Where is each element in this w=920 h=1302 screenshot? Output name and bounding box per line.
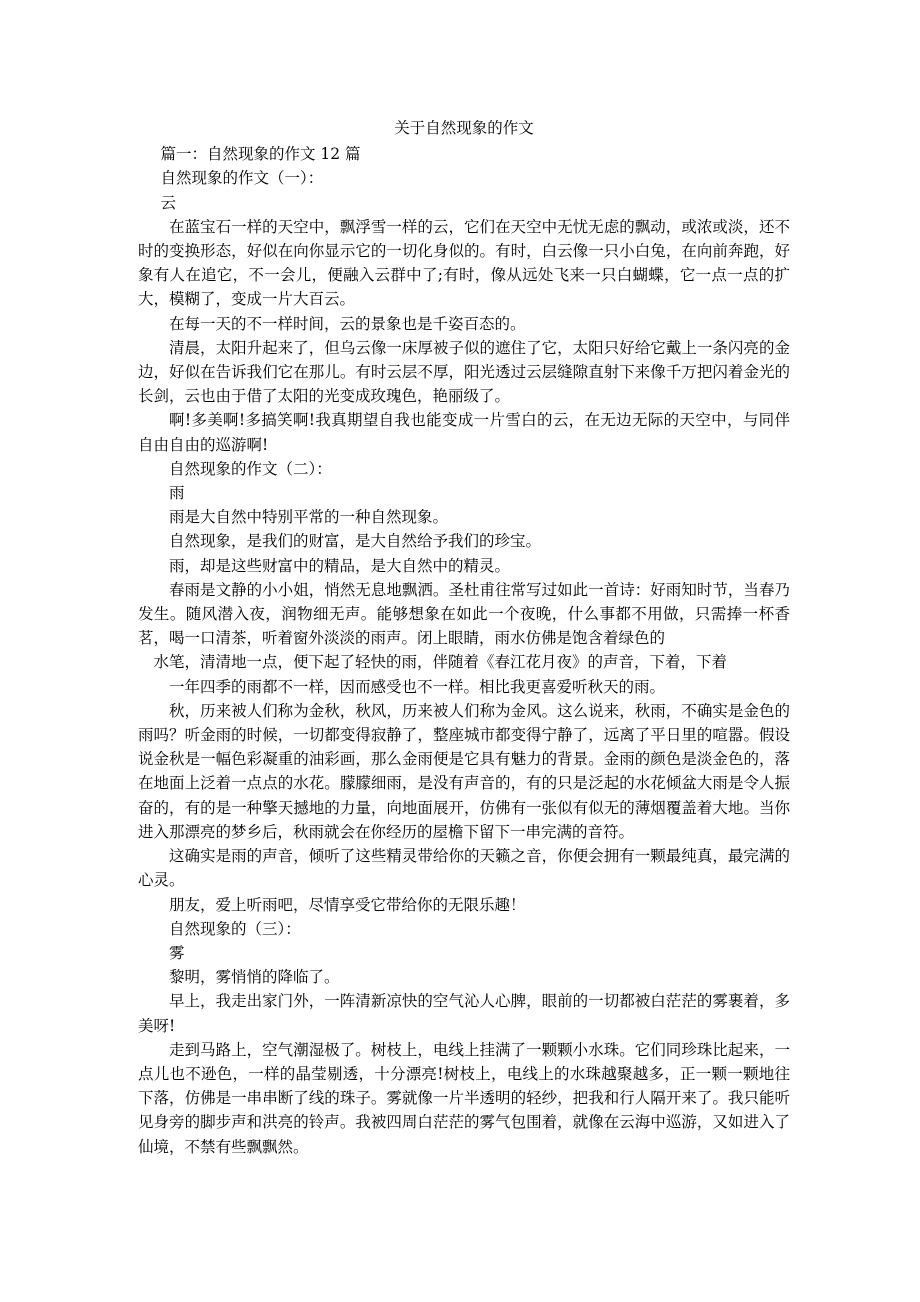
essay-heading-3: 自然现象的（三）： bbox=[169, 919, 301, 938]
essay-heading-2: 自然现象的作文（二）： bbox=[169, 459, 332, 478]
paragraph: 走到马路上，空气潮湿极了。树枝上，电线上挂满了一颗颗小水珠。它们同珍珠比起来，一点儿也不逊色，一样的晶莹剔透，十分漂亮!树枝上，电线上的水珠越聚越多，正一颗一颗地往下落，仿佛是一串串断了线的珠子。雾就像一片半透明的轻纱，把我和行人隔开来了。我只能听见身旁的脚步声和洪亮的铃声。我被四周白茫茫的雾气包围着，就像在云海中巡游，又如进入了仙境，不禁有些飘飘然。 bbox=[138, 1040, 790, 1156]
paragraph: 朋友，爱上听雨吧，尽情享受它带给你的无限乐趣！ bbox=[169, 895, 526, 914]
paragraph: 这确实是雨的声音，倾听了这些精灵带给你的天籁之音，你便会拥有一颗最纯真，最完满的心灵。 bbox=[138, 847, 790, 890]
paragraph: 清晨，太阳升起来了，但乌云像一床厚被子似的遮住了它，太阳只好给它戴上一条闪亮的金边，好似在告诉我们它在那儿。有时云层不厚，阳光透过云层缝隙直射下来像千万把闪着金光的长剑，云也由于借了太阳的光变成玫瑰色，艳丽级了。 bbox=[138, 338, 790, 406]
section-heading-1: 篇一：自然现象的作文 12 篇 bbox=[160, 145, 361, 164]
document-title: 关于自然现象的作文 bbox=[394, 119, 534, 137]
paragraph: 一年四季的雨都不一样，因而感受也不一样。相比我更喜爱听秋天的雨。 bbox=[169, 677, 666, 696]
paragraph: 黎明，雾悄悄的降临了。 bbox=[169, 968, 340, 987]
essay-heading-1: 自然现象的作文（一）： bbox=[160, 169, 324, 188]
paragraph: 雨，却是这些财富中的精品，是大自然中的精灵。 bbox=[169, 556, 511, 575]
paragraph: 秋，历来被人们称为金秋，秋风，历来被人们称为金风。这么说来，秋雨，不确实是金色的雨吗？听金雨的时候，一切都变得寂静了，整座城市都变得宁静了，远离了平日里的喧嚣。假设说金秋是一幅色彩凝重的油彩画，那么金雨便是它具有魅力的背景。金雨的颜色是淡金色的，落在地面上泛着一点点的水花。朦朦细雨，是没有声音的，有的只是泛起的水花倾盆大雨是令人振奋的，有的是一种擎天撼地的力量，向地面展开，仿佛有一张似有似无的薄烟覆盖着大地。当你进入那漂亮的梦乡后，秋雨就会在你经历的屋檐下留下一串完满的音符。 bbox=[138, 701, 790, 841]
document-body bbox=[138, 116, 790, 1159]
paragraph: 春雨是文静的小小姐，悄然无息地飘洒。圣杜甫往常写过如此一首诗：好雨知时节，当春乃发生。随风潜入夜，润物细无声。能够想象在如此一个夜晚，什么事都不用做，只需捧一杯香茗，喝一口清茶，听着窗外淡淡的雨声。闭上眼睛，雨水仿佛是饱含着绿色的 bbox=[138, 580, 790, 648]
paragraph: 水笔，清清地一点，便下起了轻快的雨，伴随着《春江花月夜》的声音，下着，下着 bbox=[153, 653, 728, 672]
essay-subtitle-fog: 雾 bbox=[169, 943, 185, 962]
essay-subtitle-rain: 雨 bbox=[169, 484, 185, 503]
paragraph: 雨是大自然中特别平常的一种自然现象。 bbox=[169, 508, 449, 527]
essay-subtitle-cloud: 云 bbox=[160, 193, 176, 212]
paragraph: 啊!多美啊!多搞笑啊!我真期望自我也能变成一片雪白的云，在无边无际的天空中，与同伴自由自由的巡游啊! bbox=[138, 411, 790, 454]
paragraph: 自然现象，是我们的财富，是大自然给予我们的珍宝。 bbox=[169, 532, 542, 551]
paragraph: 在每一天的不一样时间，云的景象也是千姿百态的。 bbox=[169, 314, 526, 333]
paragraph: 在蓝宝石一样的天空中，飘浮雪一样的云，它们在天空中无忧无虑的飘动，或浓或淡，还不时的变换形态，好似在向你显示它的一切化身似的。有时，白云像一只小白兔，在向前奔跑，好象有人在追它，不一会儿，便融入云群中了;有时，像从远处飞来一只白蝴蝶，它一点一点的扩大，模糊了，变成一片大百云。 bbox=[138, 217, 790, 309]
paragraph: 早上，我走出家门外，一阵清新凉快的空气沁人心脾，眼前的一切都被白茫茫的雾裹着，多美呀! bbox=[138, 992, 790, 1035]
